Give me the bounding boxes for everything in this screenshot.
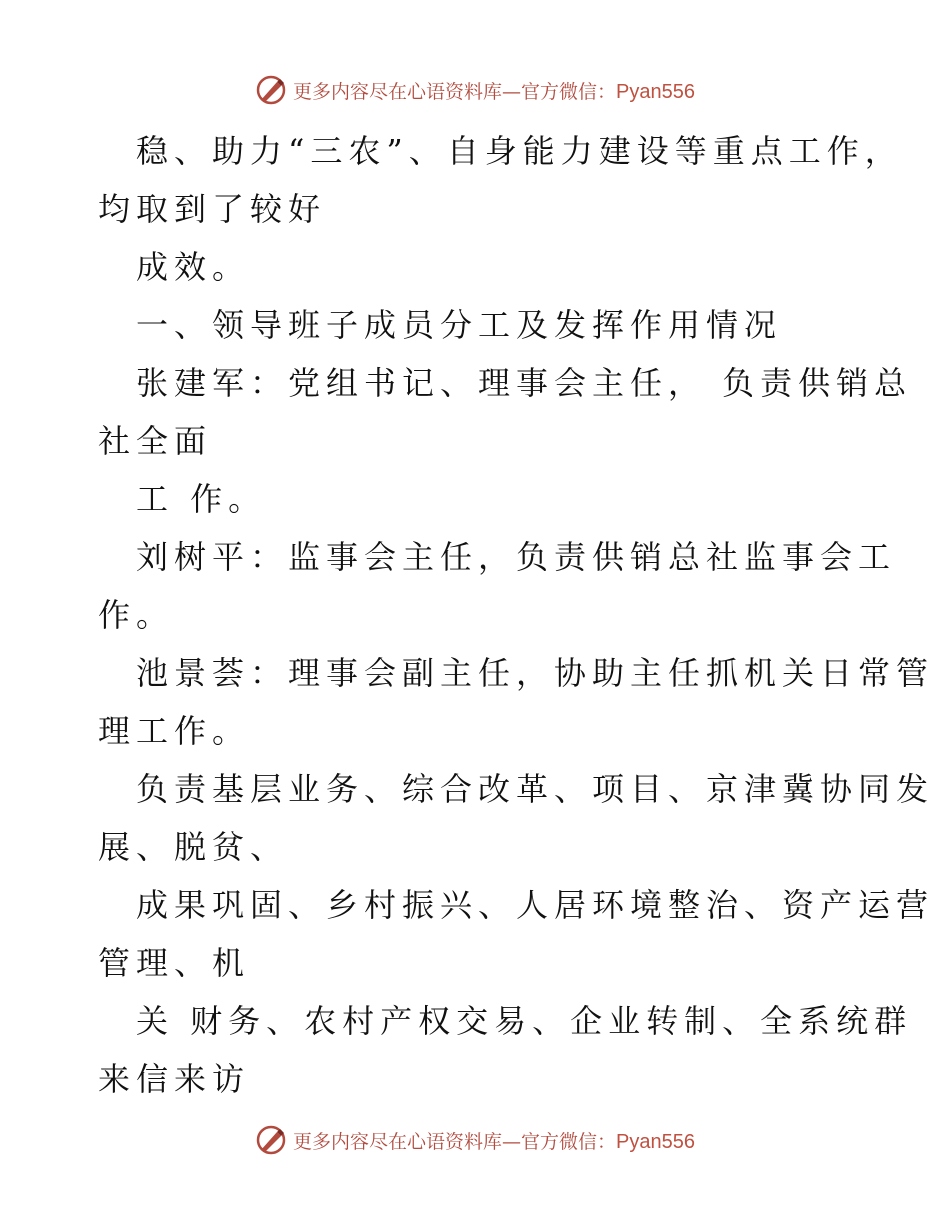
- text-line: 来信来访: [98, 1060, 251, 1098]
- text-line: 理工作。: [98, 712, 251, 750]
- text-line: 成果巩固、乡村振兴、人居环境整治、资产运营: [136, 886, 935, 924]
- text-line: 负责基层业务、综合改革、项目、京津冀协同发: [136, 770, 935, 808]
- text-line: 刘树平：监事会主任，负责供销总社监事会工: [136, 538, 897, 576]
- pen-logo-icon: [255, 1124, 287, 1156]
- text-line: 工 作。: [136, 480, 267, 518]
- text-line: 稳、助力“三农”、自身能力建设等重点工作，: [136, 132, 903, 170]
- watermark-wechat-id: Pyan556: [616, 80, 695, 103]
- text-line: 展、脱贫、: [98, 828, 289, 866]
- text-line: 成效。: [136, 248, 251, 286]
- watermark-footer: [0, 1120, 950, 1160]
- text-line: 张建军：党组书记、理事会主任， 负责供销总: [136, 364, 913, 402]
- document-body: [98, 122, 935, 1108]
- watermark-label: 更多内容尽在心语资料库—官方微信：: [293, 80, 617, 103]
- watermark-wechat-id: Pyan556: [616, 1130, 695, 1153]
- text-line: 池景荟：理事会副主任，协助主任抓机关日常管: [136, 654, 935, 692]
- section-heading: 一、领导班子成员分工及发挥作用情况: [136, 306, 783, 344]
- pen-logo-icon: [255, 74, 287, 106]
- text-line: 关 财务、农村产权交易、企业转制、全系统群: [136, 1002, 913, 1040]
- watermark-text: [293, 77, 695, 104]
- watermark-label: 更多内容尽在心语资料库—官方微信：: [293, 1130, 617, 1153]
- watermark-header: [0, 70, 950, 110]
- text-line: 社全面: [98, 422, 213, 460]
- watermark-text: [293, 1127, 695, 1154]
- text-line: 均取到了较好: [98, 190, 327, 228]
- text-line: 管理、机: [98, 944, 251, 982]
- text-line: 作。: [98, 596, 175, 634]
